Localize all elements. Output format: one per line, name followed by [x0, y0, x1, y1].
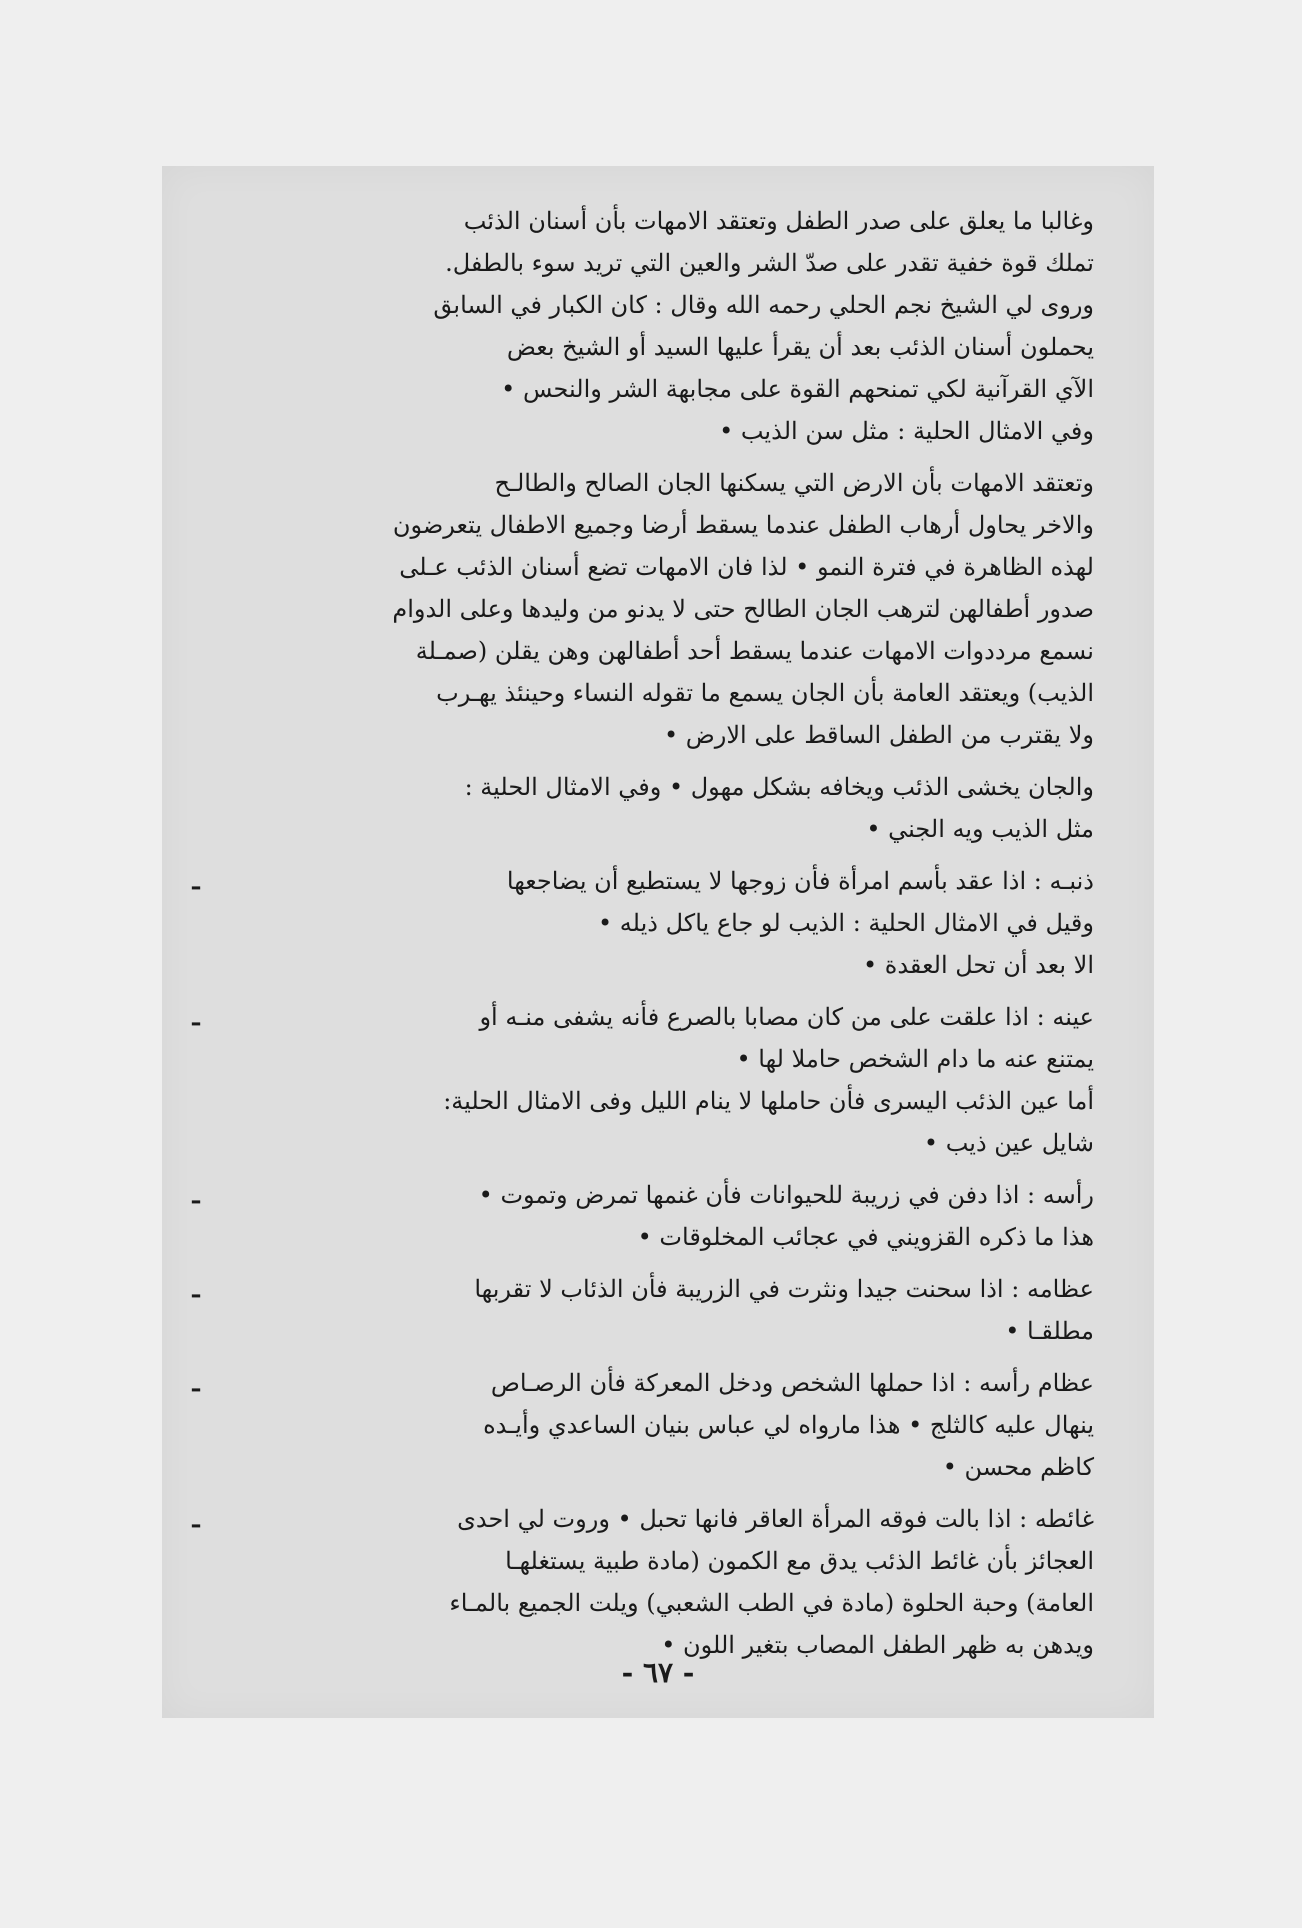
text-line: أما عين الذئب اليسرى فأن حاملها لا ينام الليل وفى الامثال الحلية:: [443, 1087, 1094, 1115]
dash-marker: ـ: [192, 1180, 200, 1209]
text-line: هذا ما ذكره القزويني في عجائب المخلوقات •: [637, 1223, 1094, 1251]
text-line: العامة) وحبة الحلوة (مادة في الطب الشعبي) ويلت الجميع بالمـاء: [449, 1589, 1094, 1617]
text-line: والاخر يحاول أرهاب الطفل عندما يسقط أرضا وجميع الاطفال يتعرضون: [392, 511, 1094, 539]
paragraph-teeth-amulet: [232, 200, 1094, 452]
dash-marker: ـ: [192, 1002, 200, 1031]
entry-skull-bones: [192, 1362, 1094, 1488]
text-line: نسمع مرددوات الامهات عندما يسقط أحد أطفالهن وهن يقلن (صمـلة: [415, 637, 1094, 665]
text-line: تملك قوة خفية تقدر على صدّ الشر والعين التي تريد سوء بالطفل.: [445, 249, 1094, 277]
text-line: مطلقـا •: [1005, 1317, 1094, 1345]
dash-marker: ـ: [192, 1504, 200, 1533]
text-line: شايل عين ذيب •: [923, 1129, 1094, 1157]
entry-head: [192, 1174, 1094, 1258]
text-line: رأسه : اذا دفن في زريبة للحيوانات فأن غنمها تمرض وتموت •: [478, 1181, 1094, 1209]
text-line: عينه : اذا علقت على من كان مصابا بالصرع فأنه يشفى منـه أو: [479, 1003, 1094, 1031]
text-line: ولا يقترب من الطفل الساقط على الارض •: [663, 721, 1094, 749]
text-line: ذنبـه : اذا عقد بأسم امرأة فأن زوجها لا يستطيع أن يضاجعها: [506, 867, 1094, 895]
text-line: ويدهن به ظهر الطفل المصاب بتغير اللون •: [661, 1631, 1094, 1659]
text-line: الذيب) ويعتقد العامة بأن الجان يسمع ما تقوله النساء وحينئذ يهـرب: [436, 679, 1094, 707]
text-line: عظامه : اذا سحنت جيدا ونثرت في الزريبة فأن الذئاب لا تقربها: [474, 1275, 1094, 1303]
page-number: - ٦٧ -: [621, 1656, 695, 1689]
paragraph-jinn-fears-wolf: [232, 766, 1094, 850]
text-line: الآي القرآنية لكي تمنحهم القوة على مجابهة الشر والنحس •: [501, 375, 1094, 403]
page-body-text: [192, 200, 1094, 1666]
entry-eye: [192, 996, 1094, 1164]
scanned-page: [162, 166, 1154, 1718]
entry-tail: [192, 860, 1094, 986]
text-line: وتعتقد الامهات بأن الارض التي يسكنها الجان الصالح والطالـح: [494, 469, 1094, 497]
text-line: صدور أطفالهن لترهب الجان الطالح حتى لا يدنو من وليدها وعلى الدوام: [392, 595, 1094, 623]
text-line: وغالبا ما يعلق على صدر الطفل وتعتقد الامهات بأن أسنان الذئب: [463, 207, 1094, 235]
entry-bones: [192, 1268, 1094, 1352]
text-line: غائطه : اذا بالت فوقه المرأة العاقر فانها تحبل • وروت لي احدى: [457, 1505, 1094, 1533]
text-line: وقيل في الامثال الحلية : الذيب لو جاع ياكل ذيله •: [598, 909, 1094, 937]
paragraph-jinn-belief: [232, 462, 1094, 756]
text-line: وفي الامثال الحلية : مثل سن الذيب •: [719, 417, 1094, 445]
text-line: العجائز بأن غائط الذئب يدق مع الكمون (مادة طبية يستغلهـا: [505, 1547, 1094, 1575]
dash-marker: ـ: [192, 866, 200, 895]
text-line: والجان يخشى الذئب ويخافه بشكل مهول • وفي الامثال الحلية :: [464, 773, 1094, 801]
text-line: وروى لي الشيخ نجم الحلي رحمه الله وقال : كان الكبار في السابق: [433, 291, 1094, 319]
text-line: الا بعد أن تحل العقدة •: [862, 951, 1094, 979]
text-line: يحملون أسنان الذئب بعد أن يقرأ عليها السيد أو الشيخ بعض: [506, 333, 1094, 361]
text-line: لهذه الظاهرة في فترة النمو • لذا فان الامهات تضع أسنان الذئب عـلى: [399, 553, 1094, 581]
text-line: مثل الذيب ويه الجني •: [866, 815, 1094, 843]
entry-dung: [192, 1498, 1094, 1666]
text-line: كاظم محسن •: [942, 1453, 1094, 1481]
dash-marker: ـ: [192, 1368, 200, 1397]
dash-marker: ـ: [192, 1274, 200, 1303]
text-line: يمتنع عنه ما دام الشخص حاملا لها •: [736, 1045, 1094, 1073]
text-line: ينهال عليه كالثلج • هذا مارواه لي عباس بنيان الساعدي وأيـده: [483, 1411, 1094, 1439]
text-line: عظام رأسه : اذا حملها الشخص ودخل المعركة فأن الرصـاص: [490, 1369, 1094, 1397]
